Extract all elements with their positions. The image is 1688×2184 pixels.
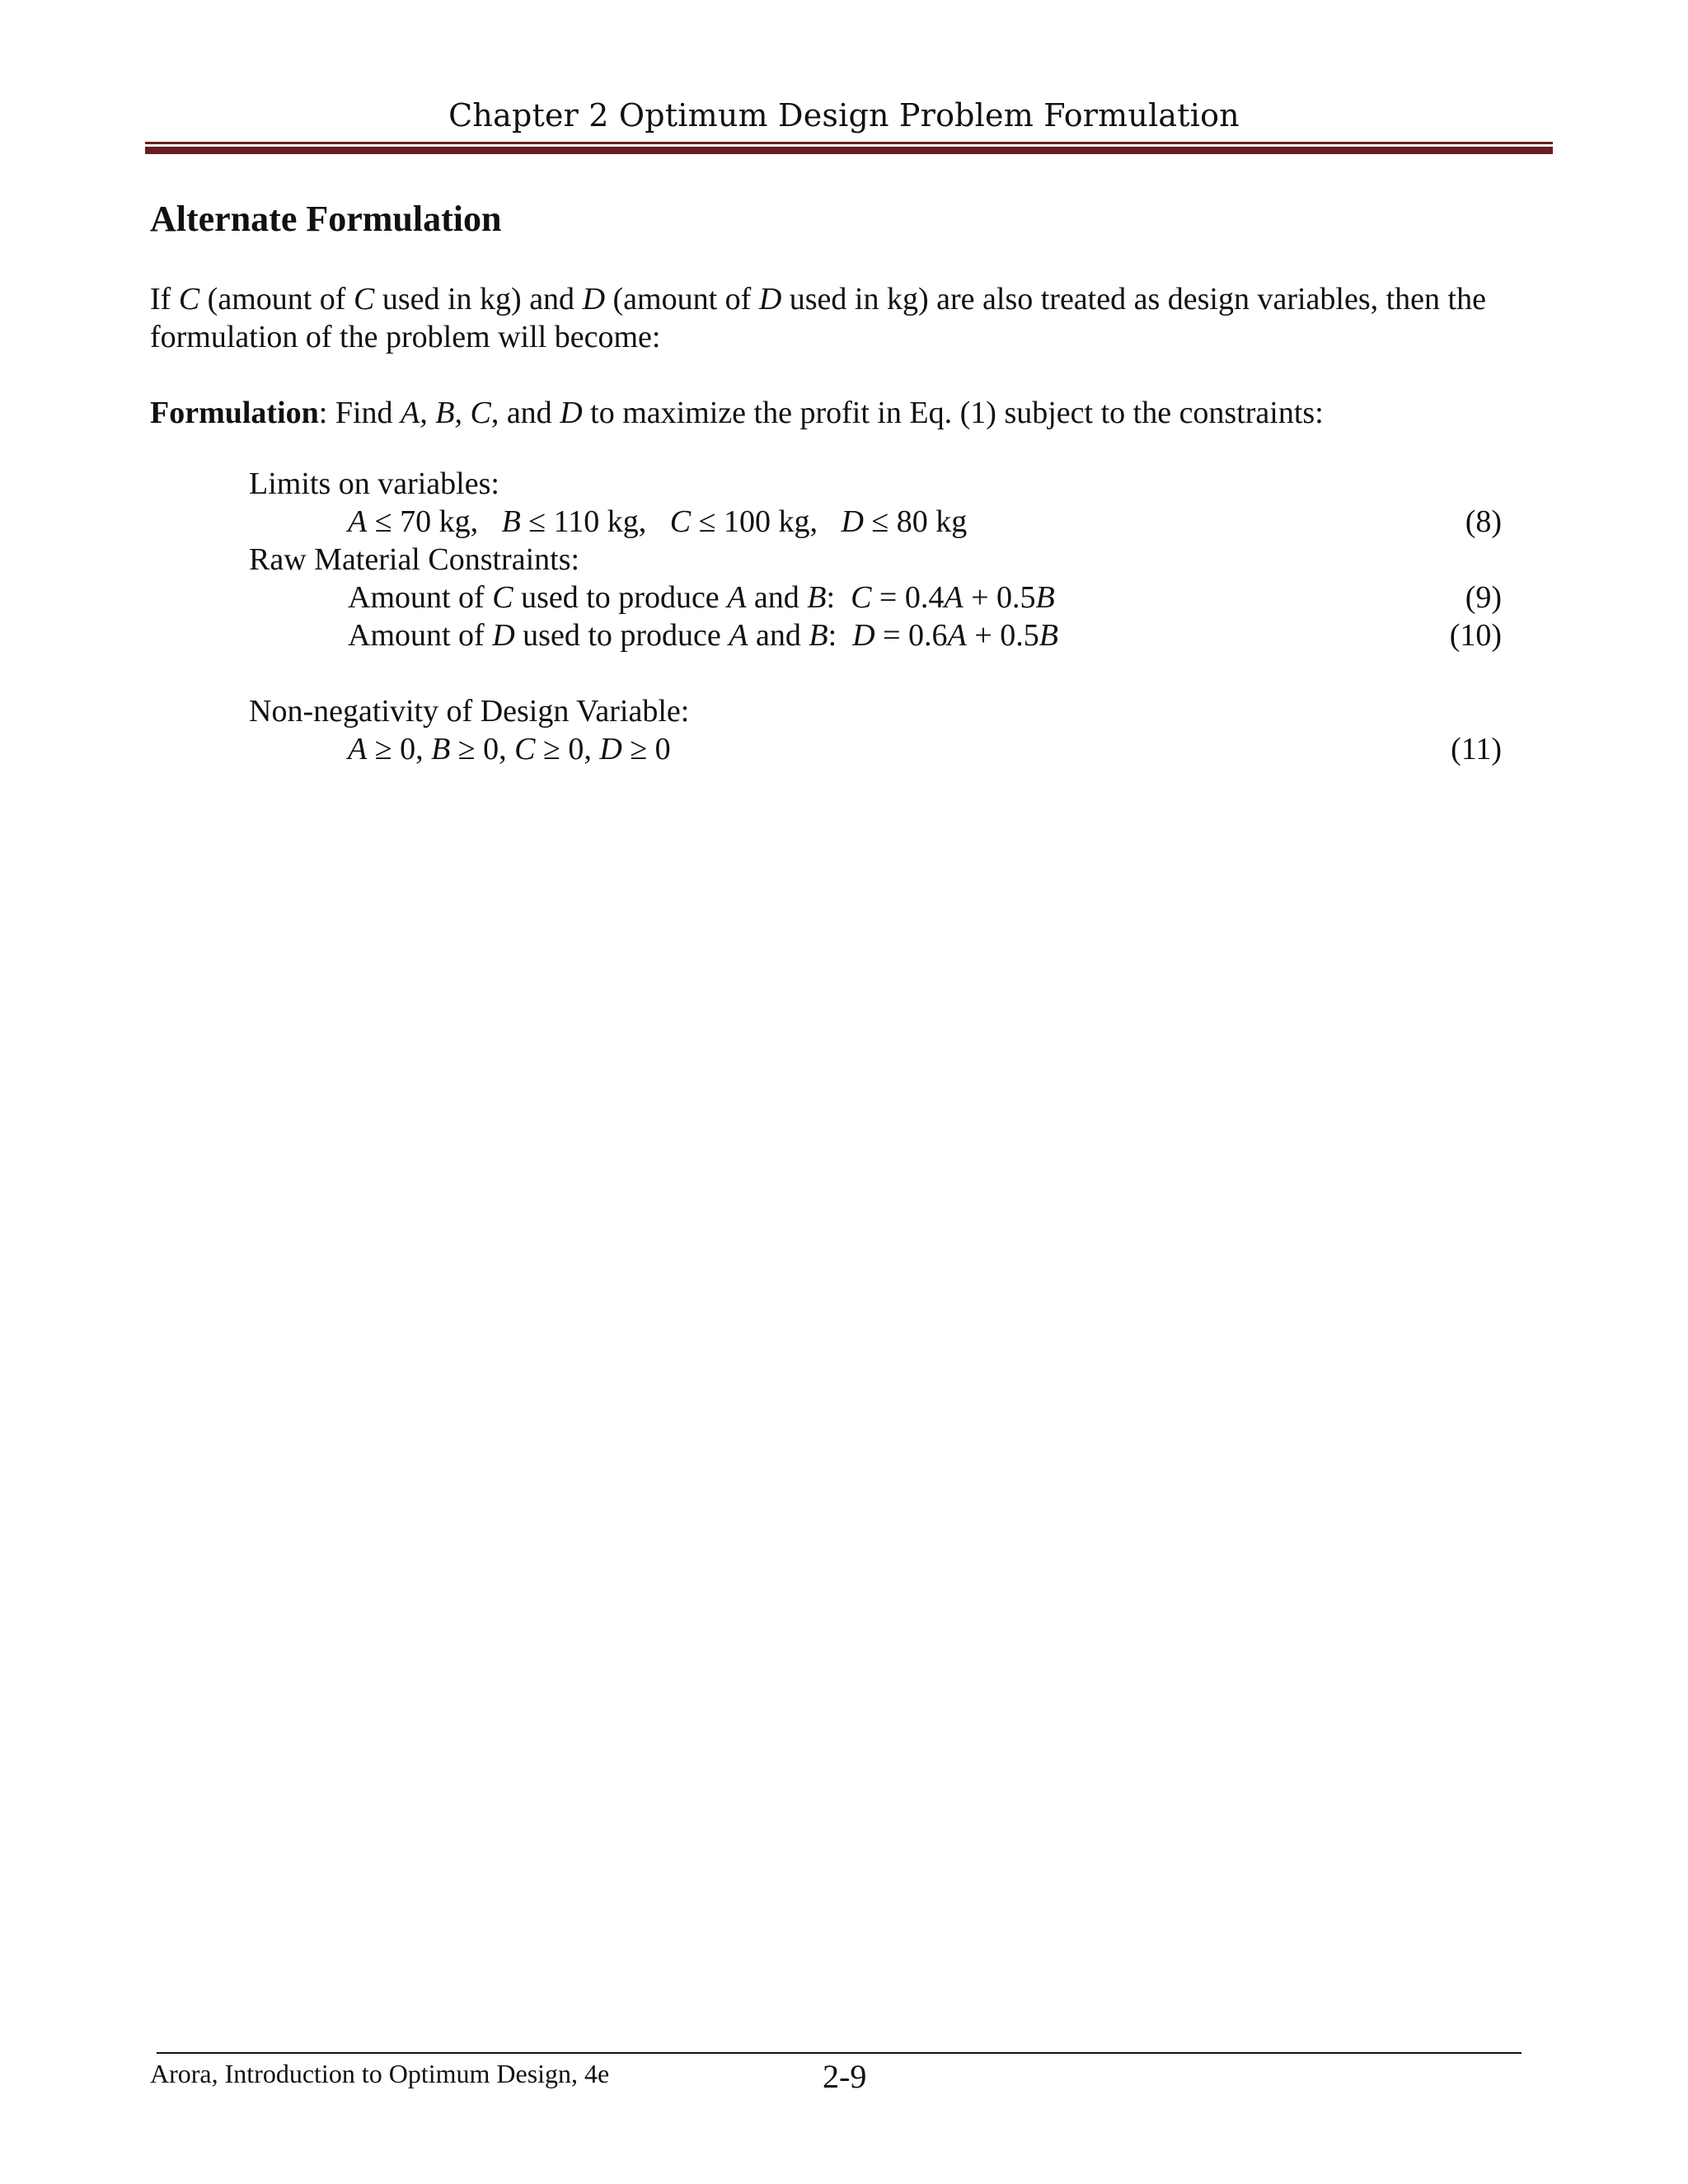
header-rule-thin (145, 142, 1553, 144)
formulation-paragraph: Formulation: Find A, B, C, and D to maximize the profit in Eq. (1) subject to the constraints: (150, 396, 1324, 430)
formulation-label: Formulation (150, 396, 319, 430)
equation-number-8: (8) (1465, 504, 1502, 539)
limits-label: Limits on variables: (249, 466, 499, 501)
intro-paragraph: If C (amount of C used in kg) and D (amount of D used in kg) are also treated as design variables, then the formulation of the problem will become: (150, 282, 1486, 354)
nonneg-equation: A ≥ 0, B ≥ 0, C ≥ 0, D ≥ 0 (348, 732, 671, 766)
section-heading: Alternate Formulation (150, 199, 502, 239)
nonneg-label: Non-negativity of Design Variable: (249, 694, 690, 729)
raw-material-d-equation: Amount of D used to produce A and B: D = 0.6A + 0.5B (348, 618, 1058, 653)
footer-page-number: 2-9 (823, 2058, 867, 2095)
equation-number-9: (9) (1465, 580, 1502, 615)
raw-material-c-equation: Amount of C used to produce A and B: C = 0.4A + 0.5B (348, 580, 1055, 615)
raw-material-label: Raw Material Constraints: (249, 542, 580, 577)
equation-number-10: (10) (1449, 618, 1502, 653)
footer-book-title: Arora, Introduction to Optimum Design, 4e (150, 2059, 610, 2088)
limits-equation: A ≤ 70 kg, B ≤ 110 kg, C ≤ 100 kg, D ≤ 80 kg (348, 504, 968, 539)
equation-number-11: (11) (1451, 732, 1502, 766)
footer-rule (157, 2052, 1522, 2054)
page-header-title: Chapter 2 Optimum Design Problem Formulation (448, 97, 1240, 134)
header-rule-thick (145, 147, 1553, 154)
